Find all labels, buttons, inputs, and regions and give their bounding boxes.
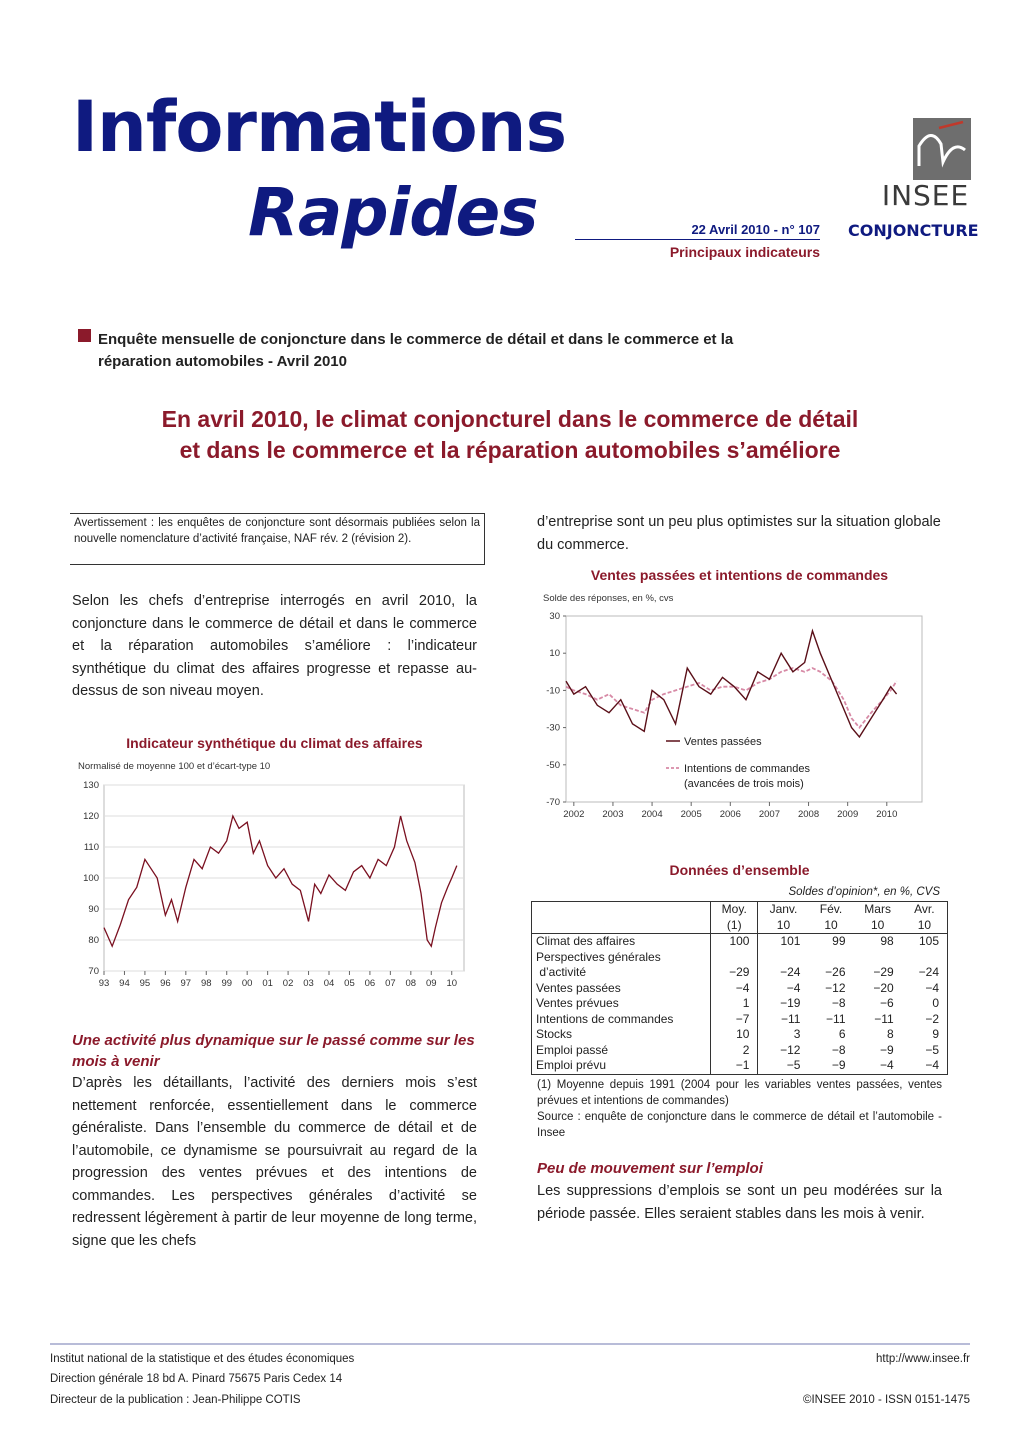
table-header-line: 10 — [824, 917, 838, 932]
table-cell: −8 — [831, 1042, 846, 1057]
footer-director: Directeur de la publication : Jean-Philippe COTIS — [50, 1394, 301, 1406]
table-cell: −4 — [925, 1058, 939, 1072]
table-cell: 3 — [793, 1027, 801, 1041]
bullet-square-icon — [78, 329, 91, 342]
table-cell: −4 — [786, 980, 801, 995]
table-cell: −8 — [831, 996, 846, 1010]
table-header-cell — [711, 902, 758, 934]
chart1-xtick-label: 00 — [241, 978, 253, 989]
table-cell: 101 — [780, 934, 801, 948]
chart1-xtick-label: 93 — [98, 978, 110, 989]
table-cell: −6 — [880, 996, 894, 1010]
chart2-ytick-label: 10 — [549, 648, 560, 660]
table-row-label: Emploi passé — [532, 1043, 711, 1059]
chart1-xtick-label: 08 — [405, 978, 417, 989]
table-cell: −9 — [880, 1042, 894, 1057]
table-cell: −4 — [711, 981, 758, 997]
table-cell: −29 — [711, 965, 758, 981]
table-cell: 2 — [711, 1043, 758, 1059]
chart1-ytick-label: 130 — [83, 780, 99, 791]
survey-title: Enquête mensuelle de conjoncture dans le commerce de détail et dans le commerce et la réparation automobiles - Avril 2010 — [98, 331, 734, 370]
table-header-blank — [532, 902, 711, 934]
chart2-xtick-label: 2002 — [563, 809, 585, 820]
chart1-xtick-label: 02 — [282, 978, 294, 989]
chart2-xtick-label: 2003 — [602, 809, 624, 820]
chart1-xtick-label: 94 — [119, 978, 130, 989]
table-header-line: 10 — [776, 917, 791, 932]
chart1-xtick-label: 03 — [303, 978, 314, 989]
chart1-subtitle: Normalisé de moyenne 100 et d’écart-type 10 — [78, 761, 271, 772]
headline-line-1: En avril 2010, le climat conjoncturel dans le commerce de détail — [161, 406, 859, 432]
table-cell: −20 — [873, 980, 894, 995]
table-subtitle: Soldes d’opinion*, en %, CVS — [788, 886, 940, 898]
table-row-label: Stocks — [532, 1027, 711, 1043]
table-cell — [808, 950, 853, 966]
table-cell: 6 — [838, 1027, 846, 1041]
chart1-xtick-label: 98 — [200, 978, 212, 989]
table-source: Source : enquête de conjoncture dans le commerce de détail et l’automobile - Insee — [537, 1111, 942, 1139]
chart1-xtick-label: 04 — [323, 978, 335, 989]
table-row-label: Climat des affaires — [532, 934, 711, 950]
table-cell: −11 — [826, 1011, 846, 1026]
table-header-cell — [758, 902, 809, 934]
insee-logo-icon — [913, 118, 971, 180]
table-header-line: Janv. — [769, 902, 798, 916]
chart1-xtick-label: 96 — [160, 978, 171, 989]
table-row — [532, 981, 948, 997]
table-cell: 98 — [880, 934, 894, 948]
chart1-ytick-label: 120 — [83, 811, 99, 822]
intro-paragraph: Selon les chefs d’entreprise interrogés en avril 2010, la conjoncture dans le commerce de détail et dans le commerce et la réparation automobiles s’améliore : l’indicateur synthétique du climat des affaires progresse et repasse au-dessus de son niveau moyen. — [72, 593, 477, 699]
chart1-xtick-label: 95 — [139, 978, 151, 989]
summary-table-wrap — [531, 901, 948, 1075]
table-cell: 10 — [711, 1027, 758, 1043]
chart2-xtick-label: 2007 — [758, 809, 780, 820]
footer-copyright: ©INSEE 2010 - ISSN 0151-1475 — [802, 1394, 970, 1406]
footer-rule — [50, 1343, 970, 1345]
warning-box: Avertissement : les enquêtes de conjoncture sont désormais publiées selon la nouvelle nomenclature d’activité française, NAF rév. 2 (révision 2). — [70, 513, 485, 565]
headline — [110, 404, 910, 466]
table-cell — [854, 950, 902, 966]
section1-title: Une activité plus dynamique sur le passé comme sur les mois à venir — [72, 1032, 475, 1070]
table-cell: −9 — [831, 1058, 846, 1072]
chart1-xtick-label: 10 — [446, 978, 458, 989]
chart1-xtick-label: 07 — [385, 978, 396, 989]
conjoncture-label: CONJONCTURE — [848, 221, 979, 240]
table-cell: −19 — [780, 996, 801, 1010]
series-tag: Principaux indicateurs — [669, 244, 820, 260]
chart1-xtick-label: 99 — [221, 978, 233, 989]
summary-table — [531, 901, 948, 1075]
chart2-xtick-label: 2005 — [680, 809, 702, 820]
table-row-label: Ventes prévues — [532, 996, 711, 1012]
table-cell: −4 — [925, 980, 939, 995]
table-header-cell — [902, 902, 948, 934]
table-row-label: Intentions de commandes — [532, 1012, 711, 1028]
table-row — [532, 965, 948, 981]
section2-body: Les suppressions d’emplois se sont un peu modérées sur la période passée. Elles seraient stables dans les mois à venir. — [537, 1183, 942, 1222]
table-row-label: Ventes passées — [532, 981, 711, 997]
table-cell: −11 — [781, 1011, 801, 1026]
chart2-xtick-label: 2010 — [876, 809, 898, 820]
col2-paragraph: d’entreprise sont un peu plus optimistes sur la situation globale du commerce. — [537, 514, 941, 553]
table-cell: −29 — [873, 965, 894, 979]
chart2-ytick-label: -50 — [546, 759, 560, 771]
footer-institute: Institut national de la statistique et des études économiques — [50, 1353, 355, 1365]
section2-title: Peu de mouvement sur l’emploi — [537, 1160, 763, 1177]
table-row — [532, 996, 948, 1012]
table-row — [532, 950, 948, 966]
chart1-xtick-label: 01 — [262, 978, 273, 989]
issue-number: 22 Avril 2010 - n° 107 — [691, 222, 820, 237]
table-cell: −2 — [925, 1011, 939, 1026]
table-row-label: Perspectives générales — [532, 950, 711, 966]
chart1-ytick-label: 80 — [88, 935, 99, 946]
table-cell: −12 — [780, 1042, 801, 1057]
table-cell: −5 — [925, 1042, 939, 1057]
table-cell: −12 — [825, 980, 846, 995]
masthead-title: Informations — [72, 86, 567, 168]
table-cell — [902, 950, 948, 966]
chart1-xtick-label: 06 — [364, 978, 376, 989]
chart1-xtick-label: 05 — [344, 978, 355, 989]
chart2-xtick-label: 2004 — [641, 809, 663, 820]
masthead-rule — [575, 239, 820, 240]
chart1-ytick-label: 100 — [83, 873, 99, 884]
footer-address: Direction générale 18 bd A. Pinard 75675 Paris Cedex 14 — [50, 1373, 343, 1385]
table-row — [532, 1012, 948, 1028]
chart2-legend-orders-note: (avancées de trois mois) — [684, 778, 804, 790]
chart2-legend-orders: Intentions de commandes — [684, 763, 810, 775]
chart2-ytick-label: -10 — [546, 685, 560, 697]
table-header-line: Mars — [864, 902, 891, 916]
chart2-ytick-label: 30 — [549, 611, 560, 622]
table-cell: −5 — [786, 1058, 801, 1072]
table-cell: −24 — [780, 965, 801, 979]
chart1-xtick-label: 97 — [180, 978, 192, 989]
table-cell: 1 — [711, 996, 758, 1012]
climate-chart — [68, 775, 478, 995]
table-header-cell — [854, 902, 902, 934]
section1-body: D’après les détaillants, l’activité des derniers mois s’est nettement renforcée, essentiellement dans le commerce généraliste. Dans l’ensemble du commerce de détail et de l’automobile, ce dynamisme se poursuivrait au regard de la progression des ventes prévues et des intentions de commandes. Les perspectives générales d’activité se redressent légèrement à partir de leur moyenne de long terme, signe que les chefs — [72, 1075, 477, 1249]
table-cell: −1 — [711, 1058, 758, 1074]
chart1-ytick-label: 70 — [88, 966, 99, 977]
table-cell: −7 — [711, 1012, 758, 1028]
chart2-ytick-label: -70 — [546, 797, 560, 808]
headline-line-2: et dans le commerce et la réparation automobiles s’améliore — [179, 437, 841, 463]
chart1-ytick-label: 90 — [88, 904, 99, 915]
table-row — [532, 934, 948, 950]
table-cell: 9 — [932, 1027, 939, 1041]
chart2-xtick-label: 2009 — [837, 809, 859, 820]
table-cell: 99 — [832, 934, 846, 948]
table-header-line: 10 — [917, 917, 932, 932]
table-cell: 0 — [932, 996, 939, 1010]
chart2-legend-sales: Ventes passées — [684, 736, 762, 748]
chart1-title: Indicateur synthétique du climat des affaires — [126, 735, 423, 751]
table-cell — [758, 950, 809, 966]
table-header-cell — [808, 902, 853, 934]
chart1-xtick-label: 09 — [425, 978, 437, 989]
table-title: Données d’ensemble — [669, 862, 810, 878]
masthead-subtitle: Rapides — [248, 174, 538, 251]
table-row — [532, 1058, 948, 1074]
chart2-ytick-label: -30 — [546, 722, 560, 734]
table-cell: −26 — [825, 965, 846, 979]
table-cell: 100 — [711, 934, 758, 950]
chart2-subtitle: Solde des réponses, en %, cvs — [543, 593, 674, 604]
chart2-xtick-label: 2006 — [719, 809, 741, 820]
table-header-line: Avr. — [914, 902, 935, 916]
table-note: (1) Moyenne depuis 1991 (2004 pour les variables ventes passées, ventes prévues et intentions de commandes) — [537, 1079, 942, 1107]
chart2-xtick-label: 2008 — [797, 809, 820, 820]
table-row-label: Emploi prévu — [532, 1058, 711, 1074]
sales-orders-chart — [530, 606, 950, 826]
chart1-ytick-label: 110 — [83, 842, 99, 853]
chart2-title: Ventes passées et intentions de commandes — [590, 567, 889, 583]
table-row-label: d’activité — [532, 965, 711, 981]
table-row — [532, 1043, 948, 1059]
table-cell: 105 — [918, 934, 939, 948]
table-header-line: (1) — [726, 917, 742, 932]
table-header-row — [532, 902, 948, 934]
table-cell — [711, 950, 758, 966]
table-header-line: Moy. — [721, 902, 747, 916]
table-cell: −11 — [874, 1011, 894, 1026]
footer-url[interactable]: http://www.insee.fr — [876, 1353, 970, 1365]
table-header-line: Fév. — [819, 902, 843, 916]
table-cell: 8 — [887, 1027, 894, 1041]
insee-wordmark: INSEE — [881, 179, 970, 212]
table-row — [532, 1027, 948, 1043]
table-header-line: 10 — [870, 917, 885, 932]
table-cell: −24 — [918, 965, 939, 979]
table-cell: −4 — [880, 1058, 894, 1072]
